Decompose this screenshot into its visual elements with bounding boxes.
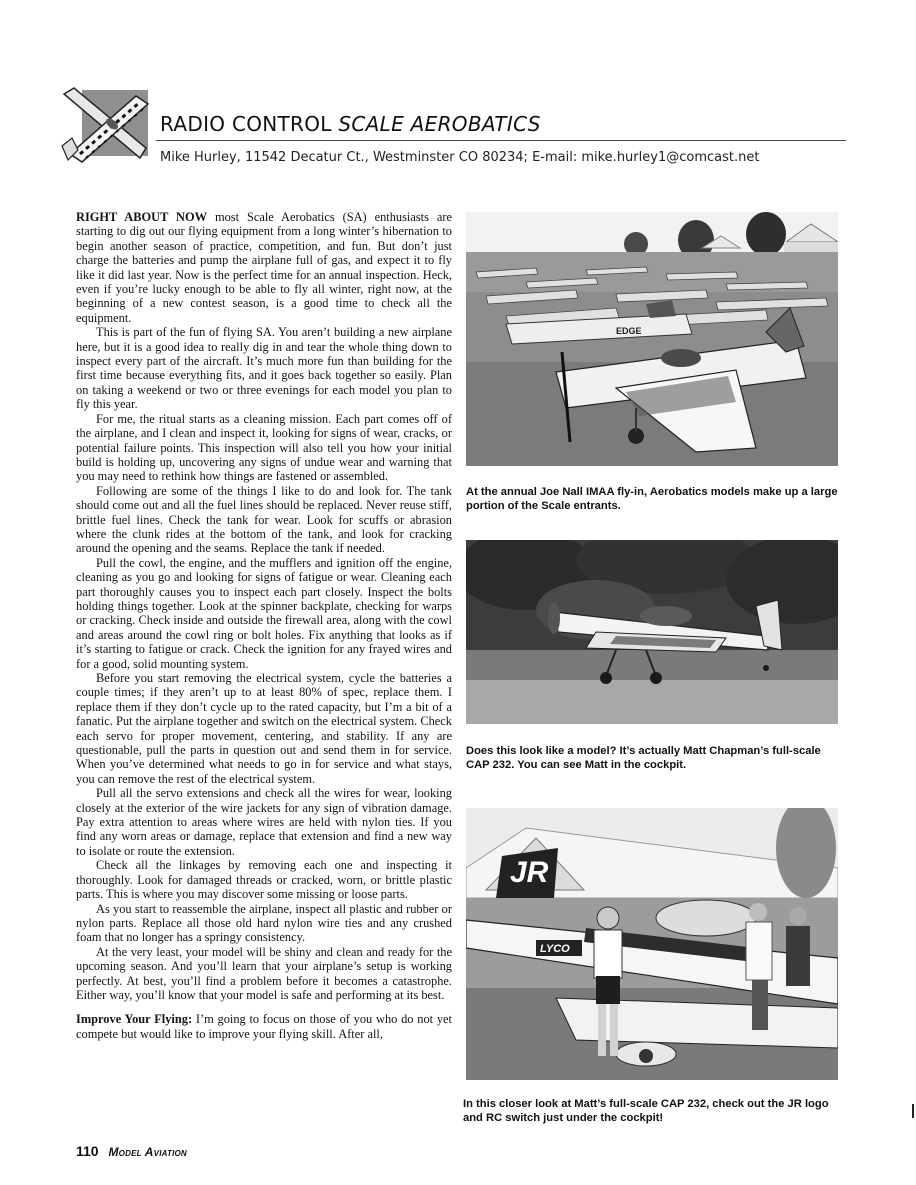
body-paragraph: Check all the linkages by removing each one and inspecting it thoroughly. Look for damaged threads or cracked, worn, or brittle plastic parts. This is where you may discover some missing or loose parts. (76, 858, 452, 902)
subhead-text: I’m going to focus on those of you who do not yet compete but would like to improve your flying skill. After all, (76, 1012, 453, 1041)
body-paragraph: Pull the cowl, the engine, and the mufflers and ignition off the engine, cleaning as you go and looking for signs of fatigue or wear. Cleaning each part thoroughly causes you to inspect each part closely. Inspect the bolts holding things together. Look at the spinner backplate, checking for warps or cracking. Check inside and outside the firewall area, along with the cowl and areas around the cowl ring or bolt holes. Fix anything that looks as if it’s starting to fatigue or crack. Check the ignition for any frayed wires and for a good, solid mounting system. (76, 555, 452, 671)
body-paragraph: This is part of the fun of flying SA. You aren’t building a new airplane here, but it is a good idea to really dig in and tear the whole thing down to inspect every part of the aircraft. It’s much more fun than building for the first time because everything fits, and it goes back together so easily. Plan on taking a weekend or two or three evenings for each model you plan to fly this year. (76, 325, 452, 412)
edge-decal: EDGE (616, 326, 642, 336)
body-paragraph: As you start to reassemble the airplane, inspect all plastic and rubber or nylon parts. Replace all those old hard nylon wire ties and any crushed foam that no longer has a springy consistency. (76, 901, 452, 945)
body-paragraph: Following are some of the things I like to do and look for. The tank should come out and all the fuel lines should be replaced. Never reuse stiff, brittle fuel lines. Check the tank for wear. Look for scuffs or abrasion where the clunk rides at the bottom of the tank, and look for cracking around the opening and the seams. Replace the tank if needed. (76, 483, 452, 556)
aerobatic-plane-icon (60, 84, 156, 166)
photo-cap232-closeup (466, 808, 838, 1080)
title-italic: SCALE AEROBATICS (338, 112, 541, 136)
intro-text: most Scale Aerobatics (SA) enthusiasts are starting to dig out our flying equipment from a long winter’s hibernation to begin another season of practice, competition, and fun. But don’t just charge the batteries and pump the airplane full of gas, and expect it to fly like it did last year. Now is the perfect time for an annual inspection. Heck, even if you’re lucky enough to be able to fly all winter, right now, at the beginning of a new contest season, is a good time to check all the equipment. (76, 210, 452, 325)
body-paragraph: Before you start removing the electrical system, cycle the batteries a couple times; if they aren’t up to at least 80% of spec, replace them. I replace them if they don’t cycle up to the rated capacity, but I’m a bit of a fanatic. Put the airplane together and switch on the electrical system. Check each servo for proper movement, centering, and stability. If any are questionable, pull the parts in question out and send them in for service. When you’ve determined what needs to go in for service and what stays, you can remove the rest of the electrical system. (76, 671, 452, 786)
intro-lead: RIGHT ABOUT NOW (76, 210, 208, 224)
title-plain: RADIO CONTROL (160, 112, 332, 136)
column-title (160, 112, 541, 136)
photo-caption: In this closer look at Matt’s full-scale CAP 232, check out the JR logo and RC switch just under the cockpit! (463, 1098, 829, 1124)
header-rule (156, 140, 846, 141)
fuselage-lettering: LYCO (540, 943, 570, 955)
article-body (76, 210, 452, 1041)
magazine-name: Model Aviation (108, 1145, 187, 1159)
body-paragraph: Pull all the servo extensions and check all the wires for wear, looking closely at the exterior of the wire jackets for any sign of vibration damage. Pay extra attention to areas where wires are held with nylon ties. If you find any worn areas or damage, replace that extension and find a new way to isolate or route the extension. (76, 786, 452, 858)
photo-caption: Does this look like a model? It’s actually Matt Chapman’s full-scale CAP 232. You can see Matt in the cockpit. (466, 745, 821, 771)
photo-caption: At the annual Joe Nall IMAA fly-in, Aerobatics models make up a large portion of the Scale entrants. (466, 486, 838, 512)
body-paragraph: At the very least, your model will be shiny and clean and ready for the upcoming season. And you’ll learn that your airplane’s setup is working perfectly. At best, you’ll find a problem before it becomes a catastrophe. Either way, you’ll know that your model is safe and performing at its best. (76, 944, 452, 1002)
intro-paragraph (76, 210, 452, 325)
column-logo (60, 84, 156, 166)
jr-logo: JR (510, 856, 549, 889)
body-paragraph: For me, the ritual starts as a cleaning mission. Each part comes off of the airplane, and I clean and inspect it, looking for signs of wear, cracks, or potential failure points. This inspection will also tell you how your initial build is holding up, uncovering any signs of undue wear and warning that you may need to rethink how things are fastened or assembled. (76, 411, 452, 484)
page-edge-mark (912, 1104, 914, 1118)
subhead-paragraph (76, 1012, 452, 1041)
subhead-lead: Improve Your Flying: (76, 1012, 193, 1027)
page-number: 110 (76, 1143, 99, 1159)
author-contact: Mike Hurley, 11542 Decatur Ct., Westminster CO 80234; E-mail: mike.hurley1@comcast.net (160, 150, 760, 165)
page-footer (76, 1143, 187, 1159)
photo-flying-field (466, 212, 838, 466)
photo-cap232-taxi (466, 540, 838, 724)
